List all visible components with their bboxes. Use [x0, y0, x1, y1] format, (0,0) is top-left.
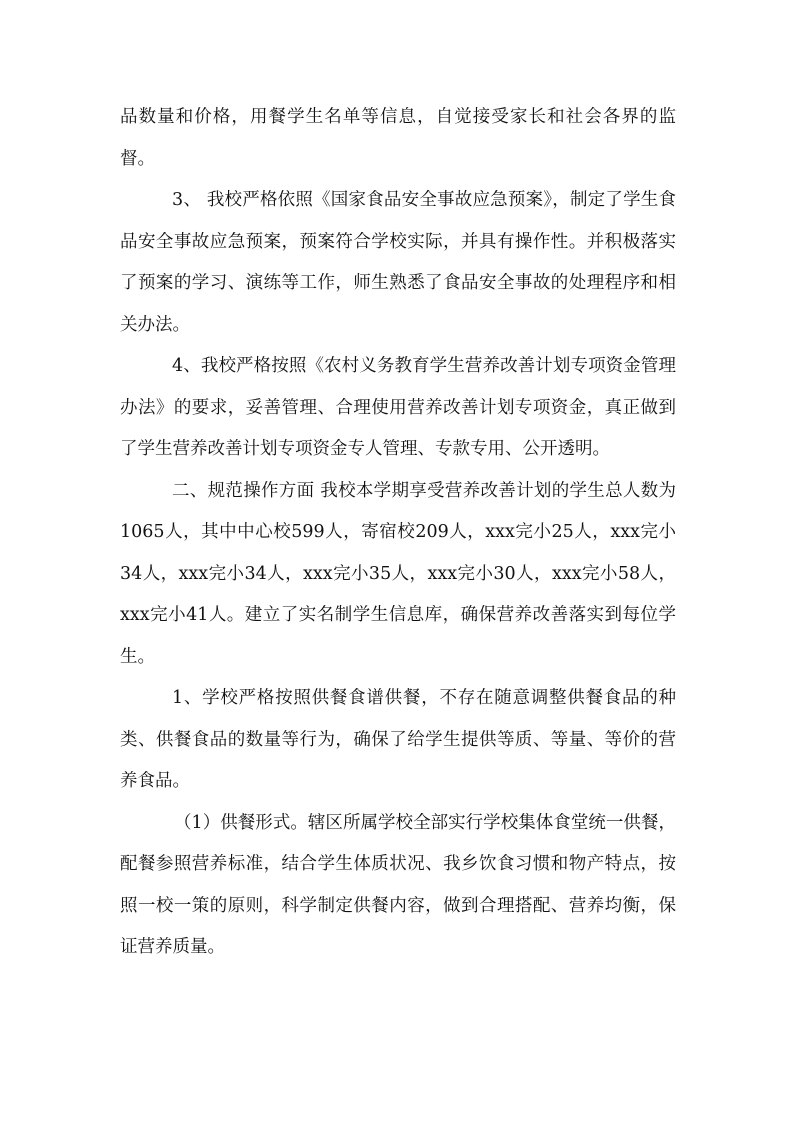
paragraph-standard-operation: 二、规范操作方面 我校本学期享受营养改善计划的学生总人数为1065人，其中中心校599人，寄宿校209人，xxx完小25人，xxx完小34人，xxx完小34人，xxx完小35人，xxx完小30人，xxx完小58人，xxx完小41人。建立了实名制学生信息库，确保营养改善落实到每位学生。	[120, 480, 676, 667]
paragraph-meal-form: （1）供餐形式。辖区所属学校全部实行学校集体食堂统一供餐，配餐参照营养标准，结合学生体质状况、我乡饮食习惯和物产特点，按照一校一策的原则，科学制定供餐内容，做到合理搭配、营养均衡，保证营养质量。	[120, 812, 676, 957]
paragraph-emergency-plan: 3、 我校严格依照《国家食品安全事故应急预案》，制定了学生食品安全事故应急预案，预案符合学校实际，并具有操作性。并积极落实了预案的学习、演练等工作，师生熟悉了食品安全事故的处理程序和相关办法。	[120, 190, 676, 335]
paragraph-meal-recipe: 1、学校严格按照供餐食谱供餐，不存在随意调整供餐食品的种类、供餐食品的数量等行为，确保了给学生提供等质、等量、等价的营养食品。	[120, 688, 676, 791]
document-page	[120, 97, 676, 969]
paragraph-fund-management: 4、我校严格按照《农村义务教育学生营养改善计划专项资金管理办法》的要求，妥善管理、合理使用营养改善计划专项资金，真正做到了学生营养改善计划专项资金专人管理、专款专用、公开透明。	[120, 356, 676, 459]
paragraph-continuation: 品数量和价格，用餐学生名单等信息，自觉接受家长和社会各界的监督。	[120, 107, 676, 169]
